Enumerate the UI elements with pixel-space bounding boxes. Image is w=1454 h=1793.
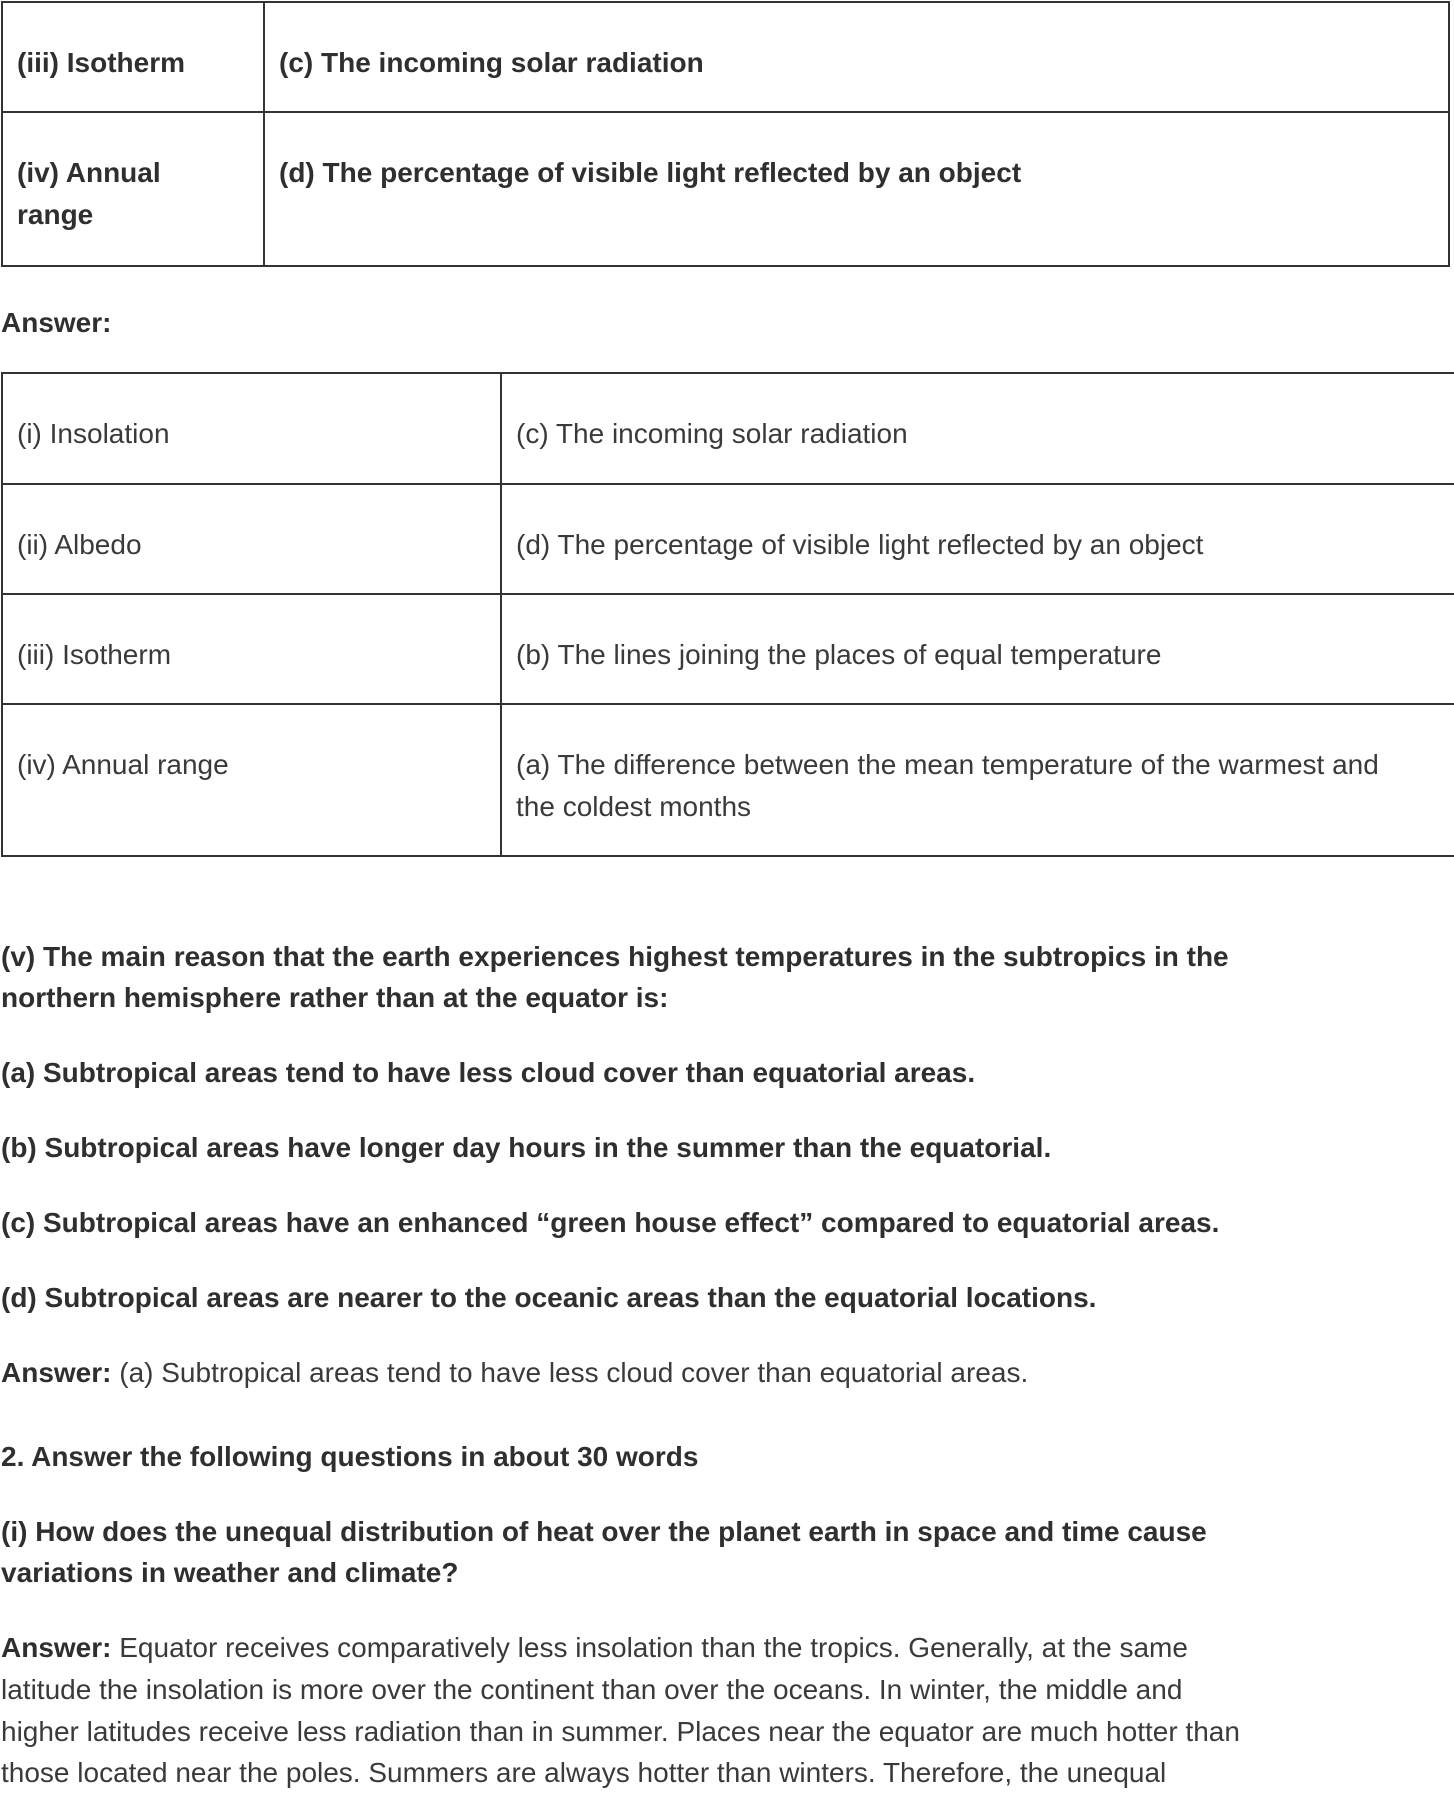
question-match-table: [1, 1, 1450, 267]
term-cell: [2, 112, 264, 266]
question-i-line1: (i) How does the unequal distribution of heat over the planet earth in space and time cause: [1, 1516, 1207, 1547]
definition-text: (b) The lines joining the places of equal temperature: [516, 639, 1162, 670]
definition-text: (c) The incoming solar radiation: [516, 418, 908, 449]
definition-cell: [501, 484, 1454, 594]
definition-text-line2: the coldest months: [516, 791, 752, 822]
definition-text: (c) The incoming solar radiation: [279, 47, 704, 78]
term-text: (i) Insolation: [17, 418, 170, 449]
question-i-answer-line4: those located near the poles. Summers are always hotter than winters. Therefore, the unequal: [1, 1757, 1167, 1788]
table-row: [2, 704, 1454, 856]
table-row: [2, 484, 1454, 594]
option-a: (a) Subtropical areas tend to have less cloud cover than equatorial areas.: [1, 1057, 976, 1088]
definition-cell: [501, 704, 1454, 856]
question-i-answer-line3: higher latitudes receive less radiation than in summer. Places near the equator are much hotter than: [1, 1716, 1240, 1747]
definition-text: (d) The percentage of visible light reflected by an object: [279, 157, 1022, 188]
definition-text: (d) The percentage of visible light reflected by an object: [516, 529, 1204, 560]
answer-label: Answer:: [1, 307, 112, 338]
table-row: [2, 594, 1454, 704]
question-v-answer: [1, 1352, 1028, 1393]
question-i-answer-line1: [1, 1627, 1188, 1668]
table-row: [2, 112, 1449, 266]
definition-text-line1: (a) The difference between the mean temperature of the warmest and: [516, 749, 1379, 780]
definition-cell: [501, 373, 1454, 484]
question-i-line2: variations in weather and climate?: [1, 1557, 459, 1588]
term-cell: [2, 2, 264, 112]
term-cell: [2, 594, 501, 704]
definition-cell: [501, 594, 1454, 704]
term-text-line2: range: [17, 199, 94, 230]
option-c: (c) Subtropical areas have an enhanced “green house effect” compared to equatorial areas.: [1, 1207, 1220, 1238]
term-text-line1: (iv) Annual: [17, 157, 161, 188]
term-text: (iii) Isotherm: [17, 47, 186, 78]
section-heading: 2. Answer the following questions in about 30 words: [1, 1441, 699, 1472]
answer-match-table: [1, 372, 1454, 857]
term-text: (iii) Isotherm: [17, 639, 172, 670]
term-text: (iv) Annual range: [17, 749, 229, 780]
term-text: (ii) Albedo: [17, 529, 142, 560]
question-v-line2: northern hemisphere rather than at the equator is:: [1, 982, 669, 1013]
table-row: [2, 373, 1454, 484]
definition-cell: [264, 2, 1449, 112]
table-row: [2, 2, 1449, 112]
answer-label: Answer:: [1, 1357, 112, 1388]
option-d: (d) Subtropical areas are nearer to the oceanic areas than the equatorial locations.: [1, 1282, 1097, 1313]
question-i-answer-line2: latitude the insolation is more over the continent than over the oceans. In winter, the middle and: [1, 1674, 1183, 1705]
option-b: (b) Subtropical areas have longer day hours in the summer than the equatorial.: [1, 1132, 1052, 1163]
definition-cell: [264, 112, 1449, 266]
term-cell: [2, 373, 501, 484]
question-v-line1: (v) The main reason that the earth experiences highest temperatures in the subtropics in the: [1, 941, 1229, 972]
answer-text: (a) Subtropical areas tend to have less cloud cover than equatorial areas.: [111, 1357, 1029, 1388]
term-cell: [2, 484, 501, 594]
answer-text: Equator receives comparatively less insolation than the tropics. Generally, at the same: [111, 1632, 1188, 1663]
answer-label: Answer:: [1, 1632, 112, 1663]
term-cell: [2, 704, 501, 856]
